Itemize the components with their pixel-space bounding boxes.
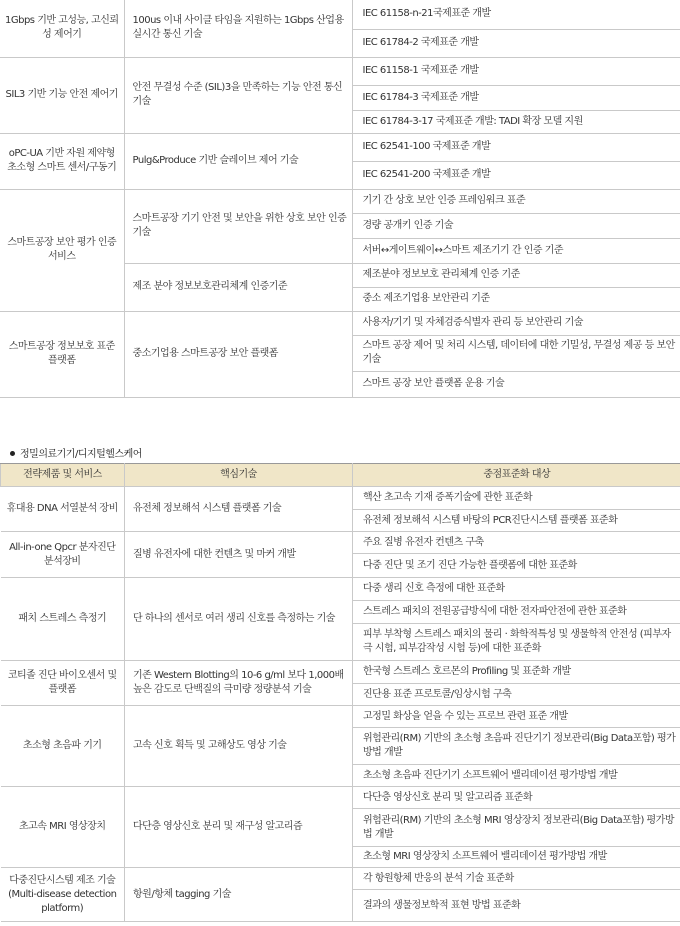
standard-target-cell: 초소형 초음파 진단기기 소프트웨어 밸리데이션 평가방법 개발 — [353, 765, 680, 787]
product-cell: 초고속 MRI 영상장치 — [1, 787, 125, 868]
standard-target-cell: 주요 질병 유전자 컨텐츠 구축 — [353, 532, 680, 554]
section-heading-text: 정밀의료기기/디지털헬스케어 — [20, 449, 142, 460]
standard-target-cell: 제조분야 정보보호 관리체계 인증 기준 — [352, 263, 680, 287]
core-tech-cell: 질병 유전자에 대한 컨텐츠 및 마커 개발 — [125, 532, 353, 578]
standard-target-cell: 스마트 공장 보안 플랫폼 운용 기술 — [352, 371, 680, 397]
standard-target-cell: 다중 생리 신호 측정에 대한 표준화 — [353, 578, 680, 601]
product-cell: 패치 스트레스 측정기 — [1, 578, 125, 661]
core-tech-cell: 100us 이내 사이클 타임을 지원하는 1Gbps 산업용 실시간 통신 기술 — [124, 0, 352, 57]
standard-target-cell: IEC 61784-3-17 국제표준 개발: TADI 확장 모델 지원 — [352, 110, 680, 133]
standard-target-cell: 다단층 영상신호 분리 및 알고리즘 표준화 — [353, 787, 680, 809]
standard-target-cell: 각 항원항체 반응의 분석 기술 표준화 — [353, 868, 680, 890]
standard-target-cell: 진단용 표준 프로토콜/임상시험 구축 — [353, 684, 680, 706]
core-tech-cell: 유전체 정보해석 시스템 플랫폼 기술 — [125, 487, 353, 532]
standards-table-smart-factory — [0, 0, 680, 398]
core-tech-cell: 중소기업용 스마트공장 보안 플랫폼 — [124, 311, 352, 397]
standard-target-cell: 중소 제조기업용 보안관리 기준 — [352, 287, 680, 311]
core-tech-cell: 기존 Western Blotting의 10-6 g/ml 보다 1,000배 높은 감도로 단백질의 극미량 정량분석 기술 — [125, 661, 353, 706]
standard-target-cell: 위험관리(RM) 기반의 초소형 초음파 진단기기 정보관리(Big Data포함) 평가방법 개발 — [353, 728, 680, 765]
product-cell: 다중진단시스템 제조 기술 (Multi-disease detection platform) — [1, 868, 125, 922]
standard-target-cell: IEC 61784-2 국제표준 개발 — [352, 29, 680, 57]
standard-target-cell: 결과의 생물정보학적 표현 방법 표준화 — [353, 890, 680, 922]
column-header-core-tech: 핵심기술 — [125, 464, 353, 487]
core-tech-cell: 스마트공장 기기 안전 및 보안을 위한 상호 보안 인증 기술 — [124, 189, 352, 263]
standard-target-cell: 서버↔게이트웨이↔스마트 제조기기 간 인증 기준 — [352, 238, 680, 263]
product-cell: SIL3 기반 기능 안전 제어기 — [0, 57, 124, 133]
standard-target-cell: IEC 61784-3 국제표준 개발 — [352, 85, 680, 110]
standard-target-cell: 고정밀 화상을 얻을 수 있는 프로브 관련 표준 개발 — [353, 706, 680, 728]
standard-target-cell: 다중 진단 및 조기 진단 가능한 플랫폼에 대한 표준화 — [353, 554, 680, 578]
column-header-product: 전략제품 및 서비스 — [1, 464, 125, 487]
standard-target-cell: 경량 공개키 인증 기술 — [352, 213, 680, 238]
standard-target-cell: 기기 간 상호 보안 인증 프레임워크 표준 — [352, 189, 680, 213]
core-tech-cell: Pulg&Produce 기반 슬레이브 제어 기술 — [124, 133, 352, 189]
standard-target-cell: 핵산 초고속 기재 증폭기술에 관한 표준화 — [353, 487, 680, 510]
standard-target-cell: 초소형 MRI 영상장치 소프트웨어 밸리데이션 평가방법 개발 — [353, 847, 680, 868]
bullet-icon — [10, 451, 15, 456]
product-cell: 코티졸 진단 바이오센서 및 플랫폼 — [1, 661, 125, 706]
product-cell: 스마트공장 보안 평가 인증 서비스 — [0, 189, 124, 311]
core-tech-cell: 안전 무결성 수준 (SIL)3을 만족하는 기능 안전 통신 기술 — [124, 57, 352, 133]
standard-target-cell: IEC 61158-n-21국제표준 개발 — [352, 0, 680, 29]
core-tech-cell: 고속 신호 획득 및 고해상도 영상 기술 — [125, 706, 353, 787]
standard-target-cell: IEC 62541-100 국제표준 개발 — [352, 133, 680, 161]
product-cell: 휴대용 DNA 서열분석 장비 — [1, 487, 125, 532]
core-tech-cell: 항원/항체 tagging 기술 — [125, 868, 353, 922]
standard-target-cell: 위험관리(RM) 기반의 초소형 MRI 영상장치 정보관리(Big Data포함) 평가방법 개발 — [353, 809, 680, 847]
standard-target-cell: 스트레스 패치의 전원공급방식에 대한 전자파안전에 관한 표준화 — [353, 601, 680, 624]
column-header-standard-target: 중점표준화 대상 — [353, 464, 680, 487]
product-cell: 스마트공장 정보보호 표준 플랫폼 — [0, 311, 124, 397]
standard-target-cell: 피부 부착형 스트레스 패치의 물리 · 화학적특성 및 생물학적 안전성 (피부자극 시험, 피부감작성 시험 등)에 대한 표준화 — [353, 624, 680, 661]
standard-target-cell: IEC 62541-200 국제표준 개발 — [352, 161, 680, 189]
product-cell: 초소형 초음파 기기 — [1, 706, 125, 787]
core-tech-cell: 제조 분야 정보보호관리체계 인증기준 — [124, 263, 352, 311]
standard-target-cell: 스마트 공장 제어 및 처리 시스템, 데이터에 대한 기밀성, 무결성 제공 등 보안 기술 — [352, 335, 680, 371]
core-tech-cell: 다단층 영상신호 분리 및 재구성 알고리즘 — [125, 787, 353, 868]
standard-target-cell: 사용자/기기 및 자체검증식별자 관리 등 보안관리 기술 — [352, 311, 680, 335]
standard-target-cell: 유전체 정보해석 시스템 바탕의 PCR진단시스템 플랫폼 표준화 — [353, 510, 680, 532]
standard-target-cell: IEC 61158-1 국제표준 개발 — [352, 57, 680, 85]
core-tech-cell: 단 하나의 센서로 여러 생리 신호를 측정하는 기술 — [125, 578, 353, 661]
standard-target-cell: 한국형 스트레스 호르몬의 Profiling 및 표준화 개발 — [353, 661, 680, 684]
product-cell: All-in-one Qpcr 분자진단 분석장비 — [1, 532, 125, 578]
standards-table-medical — [0, 463, 680, 922]
product-cell: 1Gbps 기반 고성능, 고신뢰성 제어기 — [0, 0, 124, 57]
section-heading — [10, 445, 142, 460]
product-cell: oPC-UA 기반 자원 제약형 초소형 스마트 센서/구동기 — [0, 133, 124, 189]
